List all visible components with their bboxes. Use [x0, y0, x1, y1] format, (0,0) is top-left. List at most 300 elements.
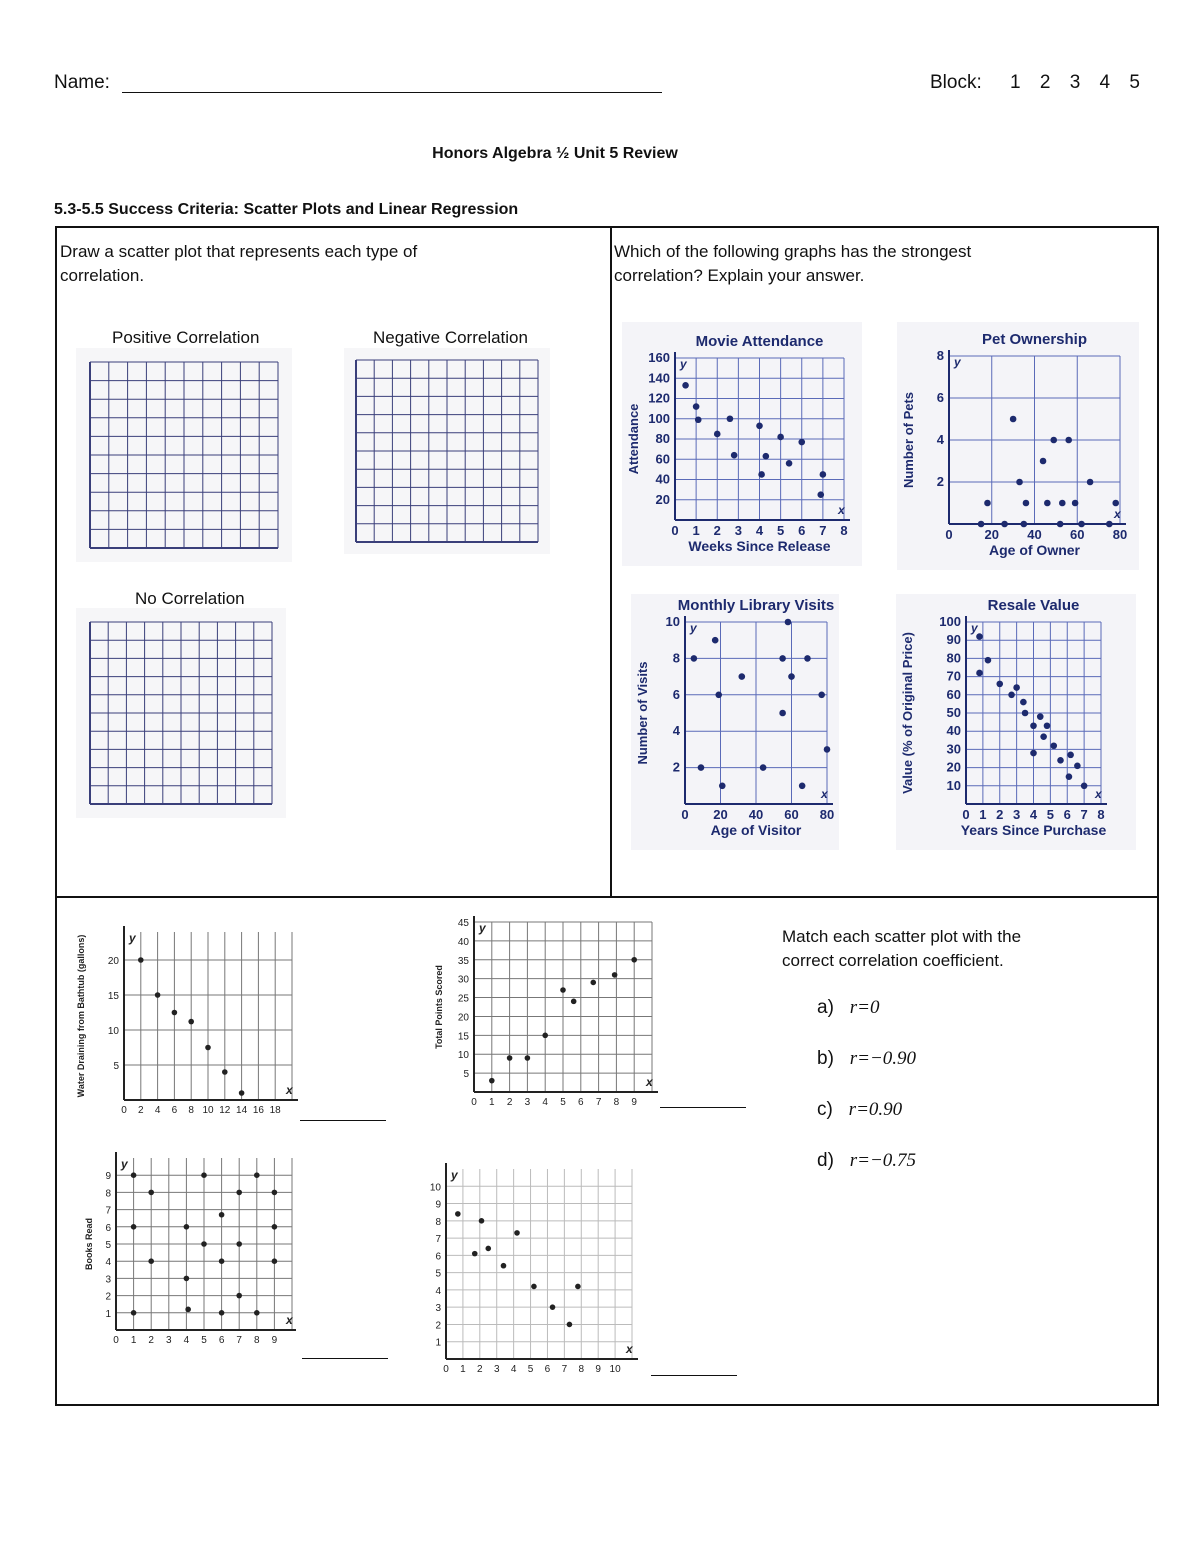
- y-tick-label: 20: [457, 1012, 469, 1024]
- data-point: [131, 1310, 137, 1316]
- x-tick-label: 6: [544, 1364, 551, 1375]
- data-point: [205, 1045, 211, 1051]
- x-tick-label: 7: [1080, 807, 1088, 822]
- x-tick-label: 0: [671, 523, 679, 538]
- data-point: [1022, 710, 1029, 717]
- x-tick-label: 4: [183, 1335, 190, 1346]
- y-tick-label: 40: [655, 471, 670, 487]
- x-tick-label: 0: [121, 1105, 127, 1116]
- data-point: [1072, 500, 1079, 507]
- data-point: [739, 673, 746, 680]
- x-tick-label: 7: [561, 1364, 568, 1375]
- data-point: [786, 460, 793, 467]
- data-point: [1067, 752, 1074, 759]
- y-tick-label: 7: [435, 1234, 441, 1246]
- data-point: [756, 423, 763, 430]
- data-point: [567, 1322, 573, 1328]
- y-tick-label: 9: [105, 1171, 111, 1183]
- y-axis-letter: y: [479, 921, 486, 935]
- y-tick-label: 20: [946, 759, 961, 775]
- data-point: [612, 972, 618, 978]
- data-point: [219, 1310, 225, 1316]
- data-point: [779, 710, 786, 717]
- block-option[interactable]: 4: [1099, 72, 1111, 93]
- data-point: [1008, 692, 1015, 699]
- x-tick-label: 8: [188, 1105, 194, 1116]
- x-tick-label: 0: [113, 1335, 119, 1346]
- y-tick-label: 8: [936, 348, 944, 363]
- option-value: r=−0.90: [849, 1048, 917, 1069]
- x-tick-label: 18: [269, 1105, 281, 1116]
- x-tick-label: 2: [138, 1105, 144, 1116]
- data-point: [1037, 713, 1044, 720]
- block-option[interactable]: 3: [1069, 72, 1081, 93]
- option-letter: c): [817, 1099, 833, 1120]
- x-tick-label: 2: [148, 1335, 154, 1346]
- page-title: Honors Algebra ½ Unit 5 Review: [432, 145, 678, 162]
- y-tick-label: 60: [655, 451, 670, 467]
- chart-bathtub: [72, 924, 300, 1120]
- option-letter: a): [817, 997, 834, 1018]
- data-point: [1057, 757, 1064, 764]
- chart-resale-value: [896, 594, 1136, 850]
- data-point: [222, 1069, 228, 1075]
- x-tick-label: 20: [984, 527, 999, 542]
- x-axis-letter: x: [286, 1083, 293, 1097]
- y-tick-label: 10: [946, 777, 961, 793]
- data-point: [804, 655, 811, 662]
- data-point: [531, 1284, 537, 1290]
- data-point: [148, 1190, 154, 1196]
- data-point: [489, 1078, 495, 1084]
- x-tick-label: 3: [493, 1364, 500, 1375]
- y-axis-label: Water Draining from Bathtub (gallons): [76, 934, 86, 1098]
- x-tick-label: 5: [527, 1364, 534, 1375]
- option-b: [817, 1048, 916, 1070]
- data-point: [590, 980, 596, 986]
- y-tick-label: 7: [105, 1205, 111, 1217]
- data-point: [1010, 416, 1017, 423]
- x-tick-label: 0: [945, 527, 953, 542]
- data-point: [758, 471, 765, 478]
- x-tick-label: 8: [613, 1097, 620, 1108]
- data-point: [695, 416, 702, 423]
- data-point: [817, 491, 824, 498]
- match-line: correct correlation coefficient.: [782, 951, 1004, 970]
- data-point: [1106, 521, 1113, 528]
- x-tick-label: 1: [692, 523, 700, 538]
- y-tick-label: 35: [457, 955, 469, 967]
- y-axis-letter: y: [971, 621, 978, 635]
- y-tick-label: 40: [946, 723, 961, 739]
- y-axis-label: Value (% of Original Price): [900, 632, 915, 794]
- y-tick-label: 160: [648, 350, 670, 365]
- x-tick-label: 6: [171, 1105, 178, 1116]
- x-axis-letter: x: [838, 503, 845, 517]
- data-point: [978, 521, 985, 528]
- block-option[interactable]: 5: [1129, 72, 1140, 93]
- data-point: [714, 431, 721, 438]
- x-tick-label: 4: [1029, 807, 1038, 822]
- block-option[interactable]: 1: [1010, 72, 1021, 93]
- data-point: [1081, 783, 1088, 790]
- y-tick-label: 80: [946, 650, 961, 666]
- x-tick-label: 60: [1070, 527, 1085, 542]
- q1-prompt: [60, 240, 417, 288]
- data-point: [272, 1258, 278, 1264]
- answer-blank[interactable]: [302, 1358, 388, 1359]
- name-label: Name:: [54, 72, 110, 93]
- y-tick-label: 140: [648, 370, 670, 386]
- data-point: [236, 1190, 242, 1196]
- x-axis-letter: x: [626, 1342, 633, 1356]
- x-axis-letter: x: [1114, 507, 1121, 521]
- option-letter: b): [817, 1048, 834, 1069]
- x-tick-label: 7: [236, 1335, 242, 1346]
- data-point: [254, 1172, 260, 1178]
- grid-label-positive: Positive Correlation: [112, 328, 260, 347]
- y-axis-letter: y: [451, 1168, 458, 1182]
- data-point: [485, 1246, 491, 1252]
- x-tick-label: 6: [218, 1335, 225, 1346]
- y-tick-label: 1: [105, 1308, 111, 1320]
- data-point: [779, 655, 786, 662]
- y-tick-label: 3: [435, 1303, 441, 1315]
- x-tick-label: 0: [471, 1097, 477, 1108]
- y-axis-label: Number of Pets: [901, 391, 916, 489]
- data-point: [184, 1224, 190, 1230]
- y-tick-label: 30: [946, 741, 961, 757]
- data-point: [138, 957, 144, 963]
- y-tick-label: 40: [457, 936, 469, 948]
- y-axis-letter: y: [690, 621, 697, 635]
- chart-books-read: [80, 1150, 296, 1350]
- data-point: [1074, 762, 1081, 769]
- data-point: [820, 471, 827, 478]
- y-tick-label: 4: [936, 432, 944, 447]
- data-point: [976, 633, 983, 640]
- y-tick-label: 4: [672, 723, 680, 739]
- y-tick-label: 45: [457, 918, 469, 929]
- x-tick-label: 4: [154, 1105, 161, 1116]
- x-axis-letter: x: [1095, 787, 1102, 801]
- chart-title: Resale Value: [987, 597, 1080, 614]
- data-point: [571, 999, 577, 1005]
- x-axis-label: Weeks Since Release: [688, 538, 831, 554]
- y-tick-label: 50: [946, 705, 961, 720]
- data-point: [760, 764, 767, 771]
- option-a: [817, 997, 879, 1019]
- y-axis-letter: y: [954, 355, 961, 369]
- x-tick-label: 8: [578, 1364, 585, 1375]
- data-point: [712, 637, 719, 644]
- data-point: [525, 1055, 531, 1061]
- answer-blank[interactable]: [300, 1120, 386, 1121]
- data-point: [1050, 437, 1057, 444]
- data-point: [719, 783, 726, 790]
- y-tick-label: 10: [665, 614, 680, 629]
- x-tick-label: 0: [443, 1364, 449, 1375]
- y-tick-label: 25: [457, 993, 469, 1005]
- x-axis-label: Years Since Purchase: [960, 822, 1107, 838]
- data-point: [185, 1307, 191, 1313]
- y-tick-label: 6: [105, 1222, 111, 1234]
- x-tick-label: 0: [681, 807, 689, 822]
- q1-line: Draw a scatter plot that represents each type of: [60, 242, 418, 261]
- x-tick-label: 4: [510, 1364, 517, 1375]
- data-point: [631, 957, 637, 963]
- q2-line: Which of the following graphs has the strongest: [614, 242, 972, 261]
- data-point: [479, 1218, 485, 1224]
- x-tick-label: 20: [713, 807, 728, 822]
- data-point: [1044, 722, 1051, 729]
- x-tick-label: 1: [460, 1364, 466, 1375]
- y-tick-label: 20: [655, 491, 670, 507]
- y-tick-label: 100: [648, 410, 670, 426]
- data-point: [693, 403, 700, 410]
- y-axis-letter: y: [129, 931, 136, 945]
- data-point: [184, 1276, 190, 1282]
- x-tick-label: 5: [201, 1335, 207, 1346]
- y-tick-label: 6: [672, 686, 680, 702]
- data-point: [1078, 521, 1085, 528]
- y-tick-label: 5: [463, 1069, 469, 1081]
- data-point: [239, 1090, 245, 1096]
- data-point: [1040, 458, 1047, 465]
- x-tick-label: 7: [819, 523, 827, 538]
- y-tick-label: 3: [105, 1274, 111, 1286]
- blank-grid-negative[interactable]: [344, 348, 550, 554]
- data-point: [219, 1258, 225, 1264]
- data-point: [1066, 773, 1073, 780]
- chart-total-points: [430, 916, 660, 1110]
- y-tick-label: 8: [105, 1188, 111, 1200]
- y-axis-label: Attendance: [626, 403, 641, 475]
- data-point: [818, 692, 825, 699]
- data-point: [715, 692, 722, 699]
- data-point: [691, 655, 698, 662]
- x-axis-label: Age of Visitor: [710, 822, 802, 838]
- option-value: r=−0.75: [849, 1150, 917, 1171]
- data-point: [272, 1190, 278, 1196]
- y-tick-label: 80: [655, 431, 670, 446]
- data-point: [727, 415, 734, 422]
- y-tick-label: 6: [936, 390, 944, 405]
- name-blank[interactable]: [122, 92, 662, 93]
- y-tick-label: 5: [113, 1061, 119, 1072]
- answer-blank[interactable]: [651, 1375, 737, 1376]
- y-axis-label: Number of Visits: [635, 661, 650, 765]
- blank-grid-positive[interactable]: [76, 348, 292, 562]
- chart-title: Pet Ownership: [981, 331, 1088, 348]
- x-tick-label: 80: [819, 807, 835, 822]
- x-tick-label: 4: [755, 523, 764, 538]
- data-point: [788, 673, 795, 680]
- x-tick-label: 10: [202, 1105, 214, 1116]
- y-tick-label: 1: [435, 1337, 441, 1349]
- data-point: [472, 1251, 478, 1257]
- data-point: [219, 1212, 225, 1218]
- data-point: [172, 1010, 178, 1016]
- data-point: [455, 1211, 461, 1217]
- y-tick-label: 8: [672, 650, 680, 666]
- x-tick-label: 4: [542, 1097, 548, 1108]
- x-tick-label: 3: [524, 1097, 531, 1108]
- x-tick-label: 2: [477, 1364, 483, 1375]
- chart-generic-scatter: [422, 1145, 652, 1375]
- data-point: [575, 1284, 581, 1290]
- y-tick-label: 30: [457, 974, 469, 986]
- y-tick-label: 15: [457, 1031, 469, 1043]
- y-axis-letter: y: [121, 1157, 128, 1171]
- x-tick-label: 6: [1063, 807, 1071, 822]
- data-point: [188, 1019, 194, 1025]
- grid-label-negative: Negative Correlation: [373, 328, 528, 347]
- y-tick-label: 2: [105, 1291, 111, 1303]
- y-tick-label: 15: [107, 991, 119, 1002]
- x-tick-label: 6: [798, 523, 806, 538]
- y-tick-label: 5: [105, 1240, 111, 1251]
- y-tick-label: 20: [107, 956, 119, 967]
- match-line: Match each scatter plot with the: [782, 927, 1022, 946]
- y-tick-label: 6: [435, 1251, 441, 1263]
- block-option[interactable]: 2: [1039, 72, 1051, 93]
- x-tick-label: 1: [130, 1335, 137, 1346]
- y-tick-label: 10: [429, 1182, 441, 1194]
- x-tick-label: 12: [219, 1105, 231, 1116]
- y-tick-label: 4: [435, 1285, 441, 1297]
- data-point: [731, 452, 738, 459]
- data-point: [1001, 521, 1008, 528]
- x-axis-letter: x: [286, 1313, 293, 1327]
- data-point: [984, 500, 991, 507]
- option-value: r=0: [849, 997, 880, 1018]
- y-tick-label: 4: [105, 1257, 111, 1269]
- blank-grid-none[interactable]: [76, 608, 286, 818]
- option-value: r=0.90: [848, 1099, 903, 1120]
- x-axis-label: Age of Owner: [988, 542, 1081, 558]
- chart-title: Monthly Library Visits: [677, 597, 835, 614]
- x-tick-label: 8: [840, 523, 848, 538]
- option-d: [817, 1150, 916, 1172]
- y-tick-label: 10: [457, 1050, 469, 1062]
- data-point: [201, 1172, 207, 1178]
- y-tick-label: 10: [107, 1026, 119, 1037]
- x-tick-label: 16: [252, 1105, 264, 1116]
- data-point: [1087, 479, 1094, 486]
- x-tick-label: 14: [236, 1105, 248, 1116]
- data-point: [996, 681, 1003, 688]
- data-point: [1020, 699, 1027, 706]
- data-point: [560, 987, 566, 993]
- q2-line: correlation? Explain your answer.: [614, 266, 865, 285]
- x-tick-label: 5: [777, 523, 785, 538]
- data-point: [514, 1230, 520, 1236]
- data-point: [824, 746, 831, 753]
- data-point: [236, 1241, 242, 1247]
- x-tick-label: 10: [609, 1364, 621, 1375]
- x-tick-label: 5: [560, 1097, 566, 1108]
- chart-background: [897, 322, 1139, 570]
- y-tick-label: 120: [648, 390, 670, 406]
- data-point: [1016, 479, 1023, 486]
- chart-movie-attendance: [622, 322, 862, 566]
- data-point: [1065, 437, 1072, 444]
- data-point: [785, 619, 792, 626]
- x-axis-letter: x: [821, 787, 828, 801]
- match-prompt: [782, 925, 1021, 973]
- x-tick-label: 0: [962, 807, 970, 822]
- y-tick-label: 60: [946, 686, 961, 702]
- grid-label-none: No Correlation: [135, 589, 245, 608]
- y-tick-label: 2: [435, 1320, 441, 1332]
- chart-library-visits: [631, 594, 839, 850]
- x-tick-label: 9: [595, 1364, 601, 1375]
- chart-pet-ownership: [897, 322, 1139, 570]
- box-divider: [610, 226, 612, 898]
- answer-blank[interactable]: [660, 1107, 746, 1108]
- data-point: [272, 1224, 278, 1230]
- x-tick-label: 3: [734, 523, 742, 538]
- data-point: [1112, 500, 1119, 507]
- y-axis-letter: y: [680, 357, 687, 371]
- data-point: [1044, 500, 1051, 507]
- x-tick-label: 1: [979, 807, 987, 822]
- data-point: [682, 382, 689, 389]
- q1-line: correlation.: [60, 266, 145, 285]
- data-point: [501, 1263, 507, 1269]
- block-label: Block:: [930, 72, 982, 93]
- x-tick-label: 40: [1027, 527, 1042, 542]
- x-tick-label: 5: [1046, 807, 1054, 822]
- y-tick-label: 2: [936, 474, 944, 489]
- data-point: [131, 1172, 137, 1178]
- x-tick-label: 3: [1013, 807, 1021, 822]
- y-axis-label: Total Points Scored: [434, 965, 444, 1049]
- x-tick-label: 3: [166, 1335, 172, 1346]
- data-point: [236, 1293, 242, 1299]
- data-point: [763, 453, 770, 460]
- data-point: [798, 439, 805, 446]
- data-point: [131, 1224, 137, 1230]
- data-point: [1057, 521, 1064, 528]
- x-tick-label: 7: [595, 1097, 602, 1108]
- data-point: [698, 764, 705, 771]
- y-tick-label: 70: [946, 668, 961, 684]
- data-point: [976, 670, 983, 677]
- chart-background: [631, 594, 839, 850]
- data-point: [1013, 684, 1020, 691]
- x-tick-label: 2: [506, 1097, 513, 1108]
- data-point: [507, 1055, 513, 1061]
- y-tick-label: 2: [672, 759, 680, 775]
- data-point: [201, 1241, 207, 1247]
- data-point: [542, 1033, 548, 1039]
- x-tick-label: 8: [1097, 807, 1105, 822]
- option-c: [817, 1099, 902, 1121]
- data-point: [1040, 733, 1047, 740]
- block-options: [1010, 72, 1140, 94]
- x-tick-label: 8: [254, 1335, 260, 1346]
- x-tick-label: 2: [996, 807, 1004, 822]
- data-point: [148, 1258, 154, 1264]
- data-point: [985, 657, 992, 664]
- data-point: [550, 1304, 556, 1310]
- y-tick-label: 90: [946, 632, 961, 648]
- data-point: [799, 783, 806, 790]
- option-letter: d): [817, 1150, 834, 1171]
- x-tick-label: 2: [713, 523, 721, 538]
